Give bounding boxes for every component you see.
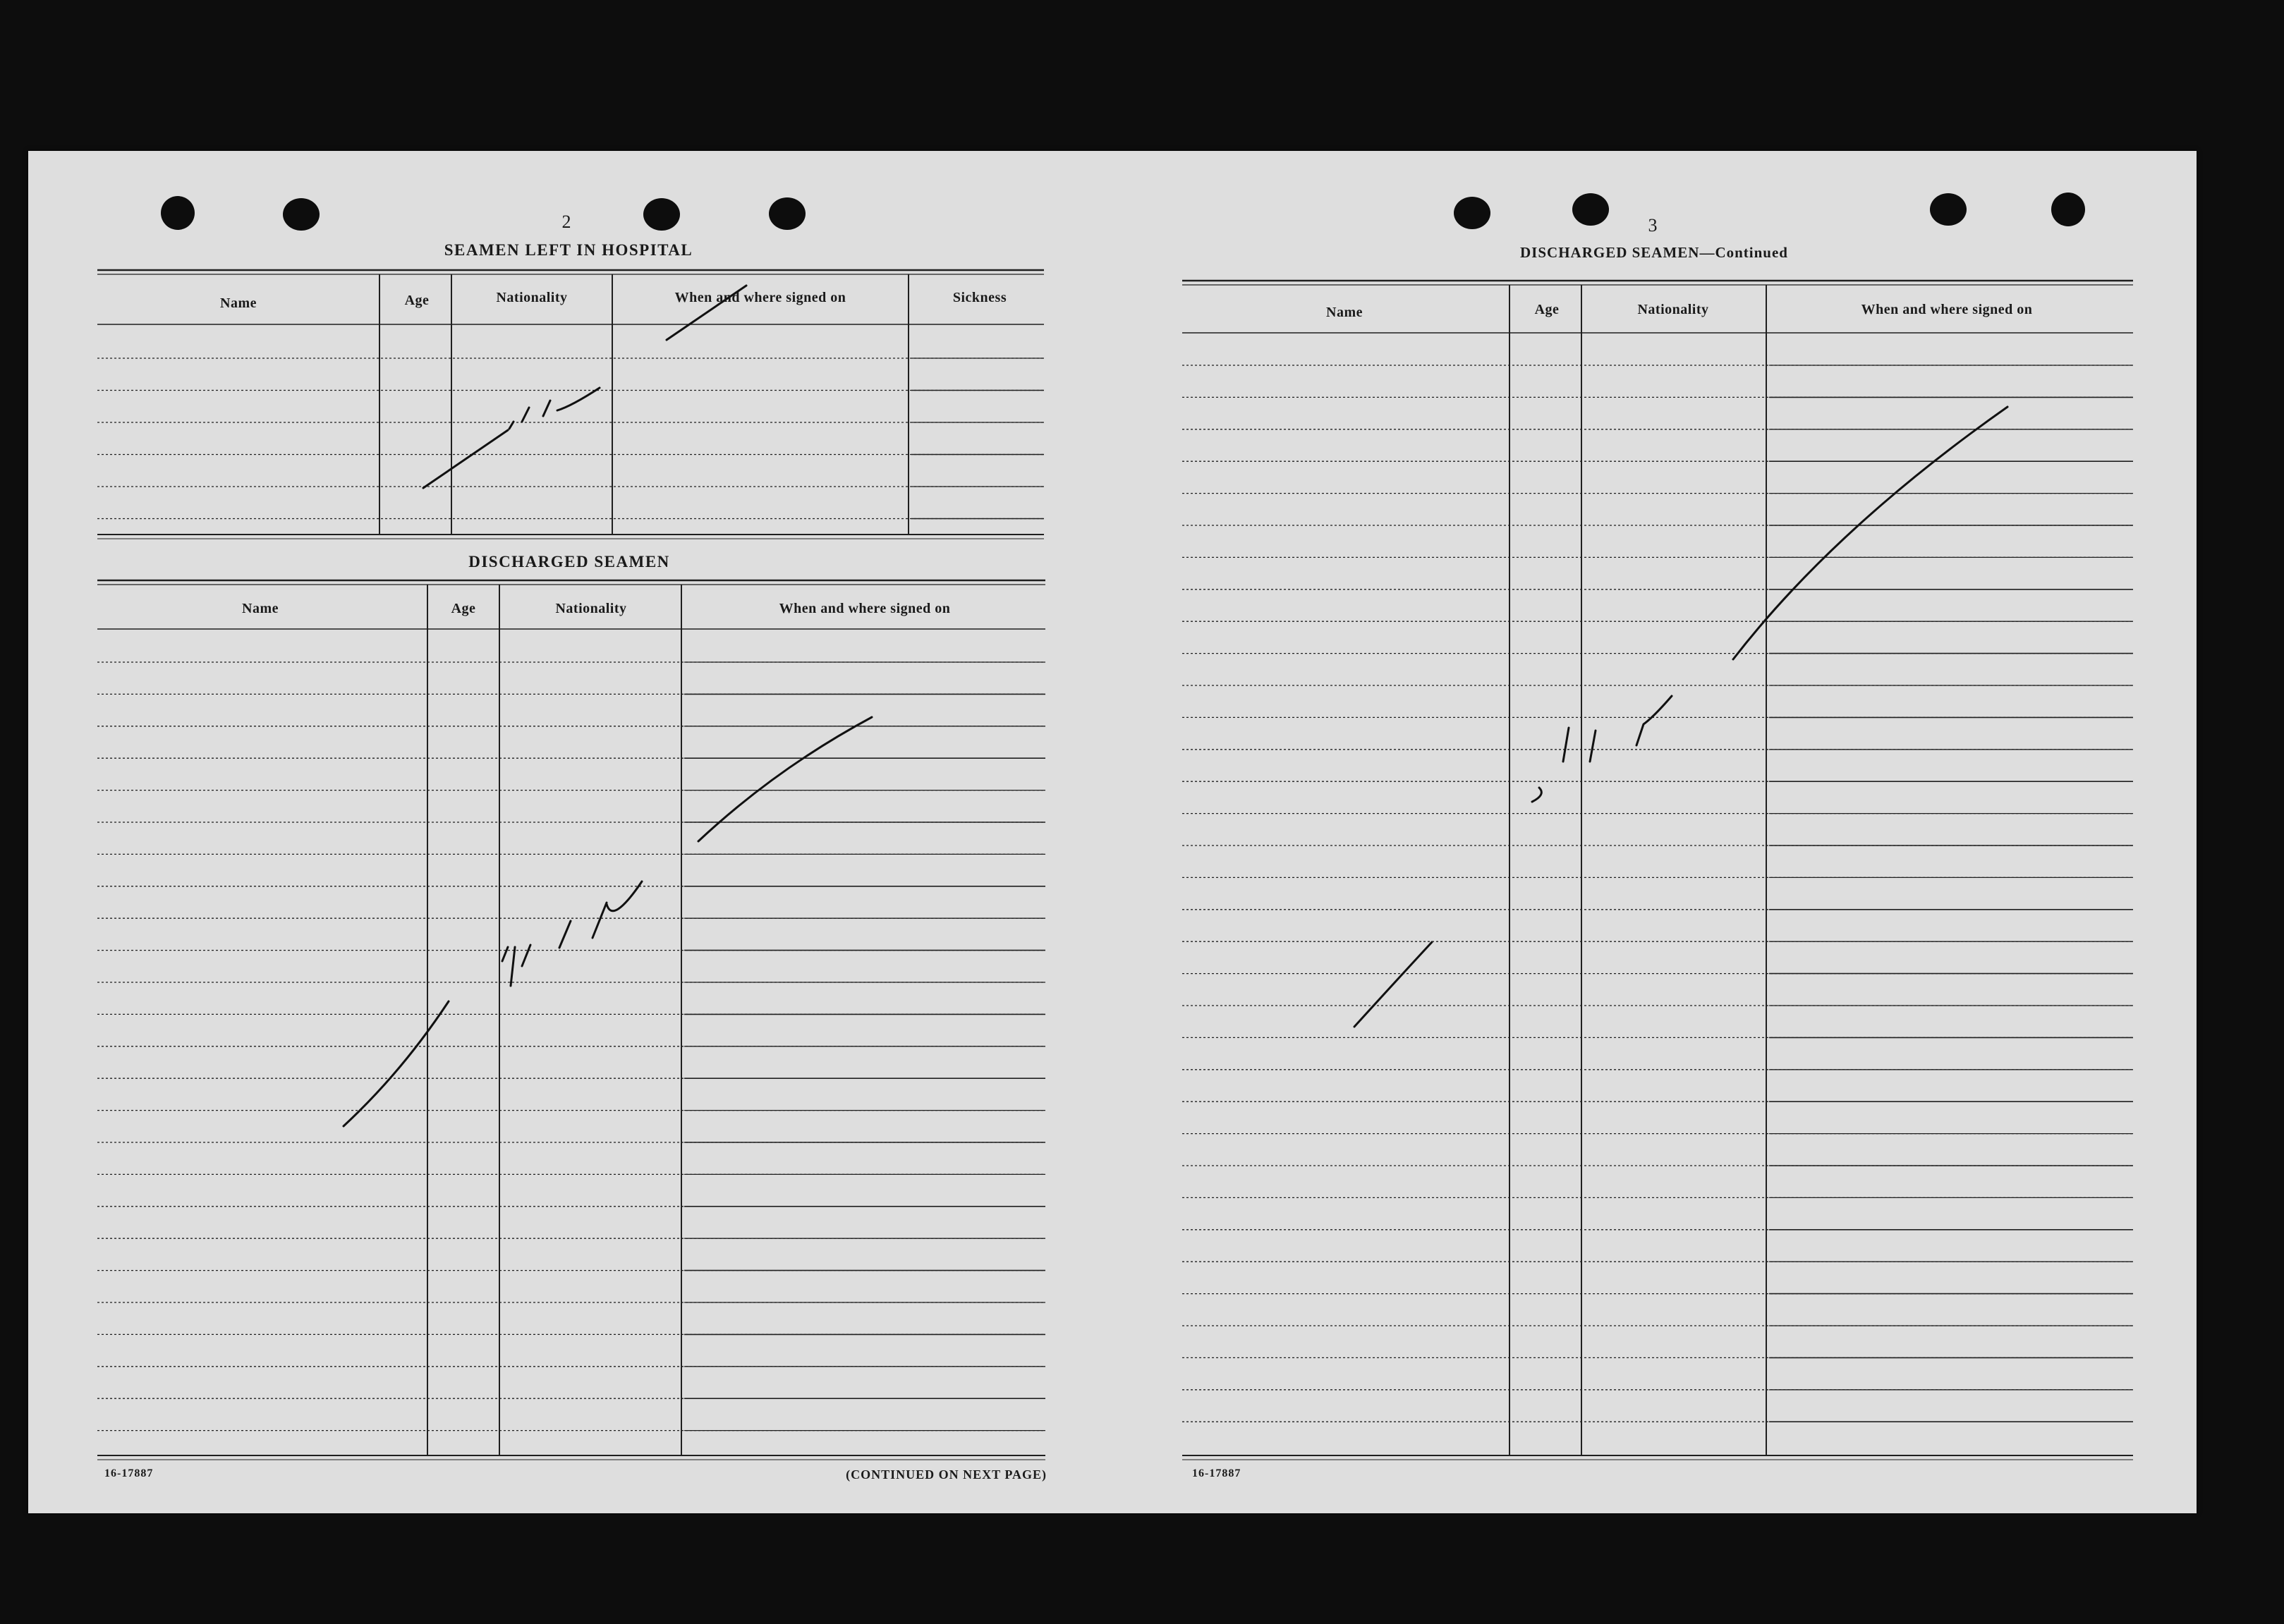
continued-note: (CONTINUED ON NEXT PAGE) bbox=[846, 1467, 1047, 1482]
punch-hole bbox=[1454, 197, 1490, 229]
discharged-col-age: Age bbox=[451, 601, 476, 616]
hospital-col-age: Age bbox=[404, 293, 430, 308]
punch-hole bbox=[161, 196, 195, 230]
punch-hole bbox=[2051, 193, 2085, 226]
discharged-continued-title: DISCHARGED SEAMEN—Continued bbox=[1520, 244, 1788, 261]
punch-hole bbox=[643, 198, 680, 231]
right-col-name: Name bbox=[1326, 305, 1363, 320]
punch-hole bbox=[1930, 193, 1967, 226]
cancel-stroke bbox=[344, 1001, 449, 1126]
left-page-number: 2 bbox=[561, 212, 571, 232]
right-page-number: 3 bbox=[1648, 215, 1658, 236]
handwritten-nil bbox=[1532, 696, 1672, 802]
right-col-nationality: Nationality bbox=[1637, 302, 1709, 317]
punch-holes bbox=[161, 193, 2085, 231]
left-form-number: 16-17887 bbox=[104, 1467, 154, 1479]
cancel-stroke bbox=[1354, 942, 1432, 1027]
right-col-age: Age bbox=[1534, 302, 1560, 317]
right-form-number: 16-17887 bbox=[1192, 1467, 1241, 1479]
cancel-stroke bbox=[423, 430, 508, 488]
discharged-col-name: Name bbox=[242, 601, 279, 616]
hospital-col-name: Name bbox=[220, 295, 257, 311]
hospital-col-signed-on: When and where signed on bbox=[674, 290, 846, 305]
discharged-col-signed-on: When and where signed on bbox=[779, 601, 951, 616]
hospital-section-title: SEAMEN LEFT IN HOSPITAL bbox=[444, 241, 693, 259]
handwritten-nil-marks bbox=[344, 286, 2007, 1126]
discharged-section-title: DISCHARGED SEAMEN bbox=[468, 553, 670, 570]
hospital-col-nationality: Nationality bbox=[496, 290, 568, 305]
hospital-col-sickness: Sickness bbox=[952, 290, 1007, 305]
handwritten-nil bbox=[502, 881, 642, 986]
right-col-signed-on: When and where signed on bbox=[1861, 302, 2033, 317]
punch-hole bbox=[283, 198, 320, 231]
table-rulings bbox=[97, 270, 2133, 1460]
punch-hole bbox=[769, 197, 806, 230]
punch-hole bbox=[1572, 193, 1609, 226]
discharged-col-nationality: Nationality bbox=[555, 601, 627, 616]
